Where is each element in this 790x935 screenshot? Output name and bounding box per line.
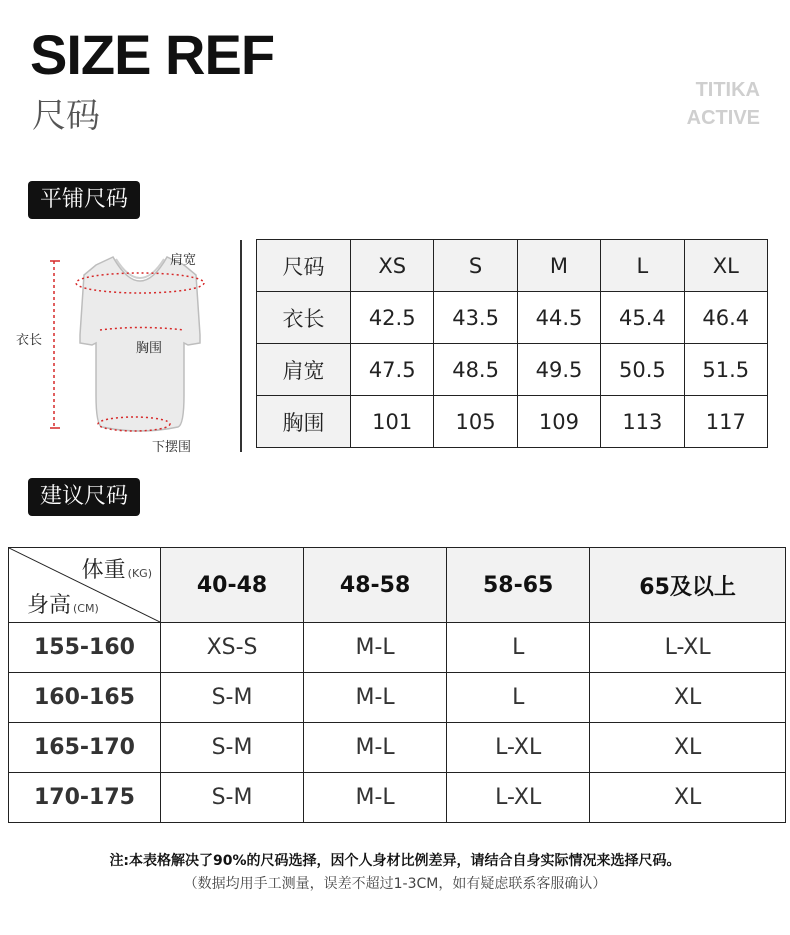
brand-line-1: TITIKA [695,79,760,101]
table-cell: 49.5 [517,344,600,396]
brand-line-2: ACTIVE [686,107,760,129]
table-row [9,773,786,823]
chest-label: 胸围 [136,341,163,356]
weight-label: 体重 [81,558,126,583]
table-cell: 42.5 [351,292,434,344]
table-cell: S-M [161,723,304,773]
height-label: 身高 [27,593,72,618]
table-cell: 45.4 [601,292,684,344]
measurement-note: （数据均用手工测量，误差不超过1-3CM，如有疑虑联系客服确认） [183,876,607,892]
table-row [257,396,768,448]
table-cell: M-L [304,723,447,773]
table-header-cell: 尺码 [257,240,351,292]
table-cell: 101 [351,396,434,448]
row-label: 胸围 [257,396,351,448]
height-row-label: 170-175 [9,773,161,823]
table-row [9,623,786,673]
table-cell: 46.4 [684,292,767,344]
table-cell: XS-S [161,623,304,673]
table-cell: L [447,673,590,723]
size-note: 注:本表格解决了90%的尺码选择，因个人身材比例差异，请结合自身实际情况来选择尺码。 [109,853,681,869]
table-row [257,344,768,396]
table-cell: M-L [304,673,447,723]
table-cell: 113 [601,396,684,448]
table-cell: 117 [684,396,767,448]
table-cell: L [447,623,590,673]
table-row [9,673,786,723]
weight-header-cell: 65及以上 [590,548,786,623]
shoulder-label: 肩宽 [170,253,197,268]
table-cell: 43.5 [434,292,517,344]
table-cell: 105 [434,396,517,448]
table-cell: 109 [517,396,600,448]
table-header-cell: XL [684,240,767,292]
recommended-size-table [8,547,786,823]
row-label: 肩宽 [257,344,351,396]
length-label: 衣长 [16,333,43,348]
table-cell: M-L [304,773,447,823]
height-axis-label [27,588,99,619]
table-cell: M-L [304,623,447,673]
recommended-size-section-label: 建议尺码 [28,478,140,516]
table-cell: XL [590,723,786,773]
table-header-row [9,548,786,623]
table-cell: XL [590,673,786,723]
table-cell: S-M [161,673,304,723]
brand-watermark [687,76,760,132]
table-corner-cell [9,548,161,623]
table-header-row [257,240,768,292]
page-subtitle: 尺码 [32,96,100,136]
page-title: SIZE REF [30,23,275,86]
weight-header-cell: 48-58 [304,548,447,623]
table-cell: L-XL [447,723,590,773]
table-cell: S-M [161,773,304,823]
hem-label: 下摆围 [152,440,192,455]
weight-axis-label [82,553,152,584]
height-row-label: 160-165 [9,673,161,723]
height-row-label: 165-170 [9,723,161,773]
table-header-cell: S [434,240,517,292]
flat-size-section-label: 平铺尺码 [28,181,140,219]
table-cell: 44.5 [517,292,600,344]
row-label: 衣长 [257,292,351,344]
table-row [9,723,786,773]
table-header-cell: M [517,240,600,292]
divider-line [240,240,242,452]
table-cell: L-XL [447,773,590,823]
table-cell: 47.5 [351,344,434,396]
table-row [257,292,768,344]
table-cell: 48.5 [434,344,517,396]
table-header-cell: XS [351,240,434,292]
weight-unit: (KG) [127,567,152,580]
shirt-measurement-diagram [0,235,240,460]
table-cell: 51.5 [684,344,767,396]
table-cell: 50.5 [601,344,684,396]
height-unit: (CM) [73,602,99,615]
table-cell: L-XL [590,623,786,673]
table-header-cell: L [601,240,684,292]
flat-size-table [256,239,768,448]
height-row-label: 155-160 [9,623,161,673]
weight-header-cell: 40-48 [161,548,304,623]
weight-header-cell: 58-65 [447,548,590,623]
table-cell: XL [590,773,786,823]
